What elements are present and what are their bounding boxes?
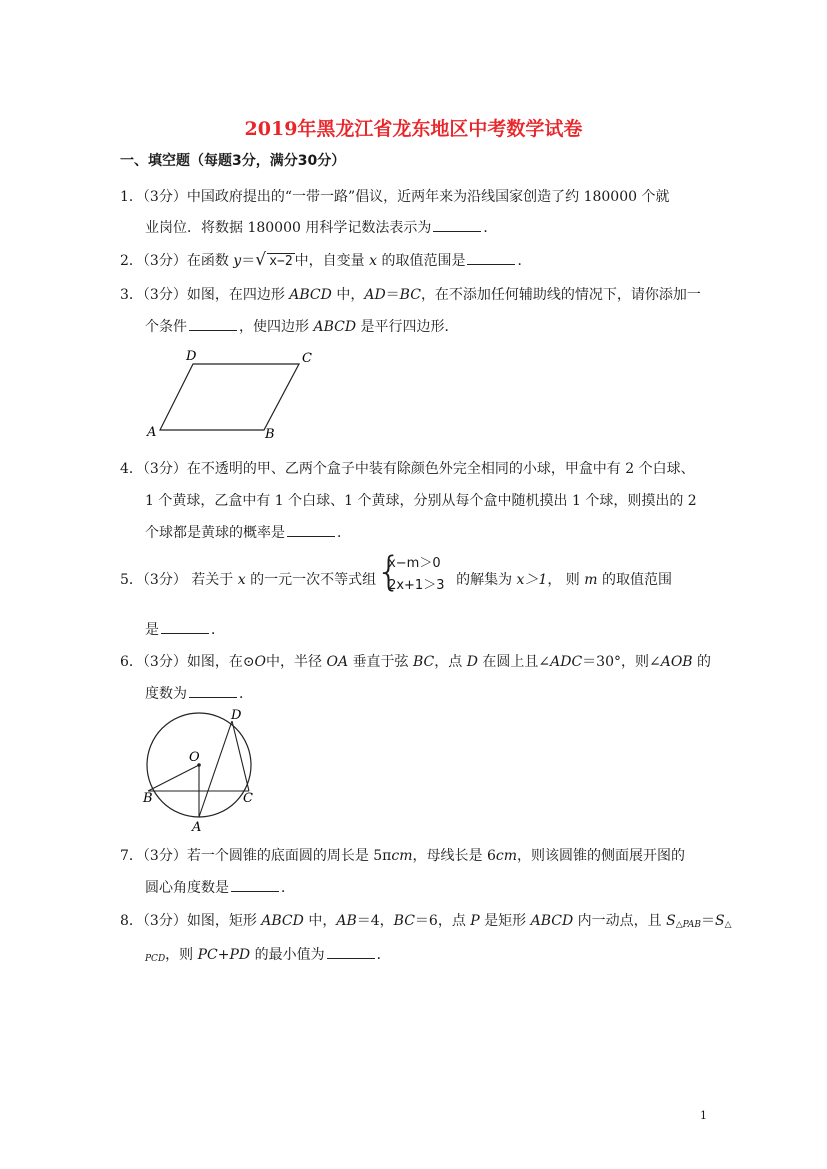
q8-sub1: △PAB xyxy=(675,920,701,930)
label-a: A xyxy=(147,425,157,440)
q5-end: ． xyxy=(211,622,225,638)
q3-text-a: 3．（3分）如图，在四边形 xyxy=(120,287,290,303)
q8-line1 xyxy=(120,910,732,930)
q8-end: ． xyxy=(376,947,391,963)
q3-text-f: 是平行四边形． xyxy=(356,319,459,335)
q5-after2: ， 则 xyxy=(547,572,585,588)
q4-line2: 1 个黄球，乙盒中有 1 个白球、1 个黄球，分别从每个盒中随机摸出 1 个球，则摸出的 2 xyxy=(145,493,697,509)
q7-cm-2: cm xyxy=(495,848,517,864)
q8-text-e: 是矩形 xyxy=(479,913,531,929)
label-d: D xyxy=(186,349,197,364)
q5-text: 是 xyxy=(145,622,159,638)
q5-answer-blank xyxy=(161,621,209,634)
q8-s: S xyxy=(666,913,676,929)
q8-sub2-a: △ xyxy=(724,920,732,930)
q6-text-e: 在圆上且∠ xyxy=(477,654,551,670)
q6-line2 xyxy=(145,683,253,703)
q1-line1: 1．（3分）中国政府提出的“一带一路”倡议，近两年来为沿线国家创造了约 180000 个就 xyxy=(120,189,670,205)
q4-end: ． xyxy=(337,525,351,541)
q8-text-f: 内一动点，且 xyxy=(573,913,667,929)
q5-prefix: 5．（3分） 若关于 xyxy=(120,572,238,588)
q3-text-b: 中， xyxy=(331,287,365,303)
q1-answer-blank xyxy=(433,219,481,232)
q8-line2 xyxy=(145,944,391,964)
q6-answer-blank xyxy=(189,685,237,698)
q7-line1 xyxy=(120,845,685,865)
q8-text-h: 的最小值为 xyxy=(250,947,325,963)
q2-end: ． xyxy=(517,253,532,269)
q6-adc: ADC xyxy=(550,654,583,670)
label-d: D xyxy=(231,708,242,723)
q2-radicand: x−2 xyxy=(269,254,293,269)
q3-bc: BC xyxy=(399,287,421,303)
q2-prefix: 2．（3分）在函数 xyxy=(120,253,234,269)
q2-sqrt xyxy=(255,250,294,270)
label-c: C xyxy=(302,351,312,366)
q7-answer-blank xyxy=(231,879,279,892)
q8-s-2: S xyxy=(714,913,725,929)
section-heading: 一、填空题（每题3分，满分30分） xyxy=(120,153,346,169)
q4-line3 xyxy=(145,522,351,542)
q5-line1 xyxy=(120,549,672,595)
q1-text: 业岗位．将数据 180000 用科学记数法表示为 xyxy=(145,220,432,236)
label-b: B xyxy=(265,427,275,442)
q6-text-g: 的 xyxy=(692,654,712,670)
q5-ineq1: x−m＞0 xyxy=(388,556,441,571)
q6-end: ． xyxy=(239,686,253,702)
q7-text-a: 7．（3分）若一个圆锥的底面圆的周长是 5π xyxy=(120,848,392,864)
q5-inequality-system xyxy=(376,549,456,595)
label-o: O xyxy=(189,750,200,765)
q8-text-b: 中， xyxy=(303,913,337,929)
label-a: A xyxy=(192,820,202,835)
q1-line2 xyxy=(145,217,497,237)
q3-text-e: ，使四边形 xyxy=(239,319,314,335)
q8-text-d: ＝6，点 xyxy=(414,913,471,929)
q6-oa: OA xyxy=(326,654,349,670)
q6-bc: BC xyxy=(412,654,435,670)
q5-after3: 的取值范围 xyxy=(597,572,672,588)
q6-line1 xyxy=(120,651,711,671)
q5-ineq2: 2x+1＞3 xyxy=(388,578,445,593)
q8-pcpd: PC+PD xyxy=(197,947,251,963)
q3-text-c: ，在不添加任何辅助线的情况下，请你添加一 xyxy=(420,287,701,303)
q3-parallelogram-figure xyxy=(140,344,330,444)
q8-ab: AB xyxy=(336,913,357,929)
page-title: 2019年黑龙江省龙东地区中考数学试卷 xyxy=(244,118,583,140)
q3-answer-blank xyxy=(189,318,237,331)
q7-text-b: ，母线长是 6 xyxy=(412,848,496,864)
q4-answer-blank xyxy=(287,524,335,537)
q7-cm: cm xyxy=(391,848,413,864)
q6-text-a: 6．（3分）如图，在⊙ xyxy=(120,654,255,670)
q2-line xyxy=(120,250,531,270)
q6-text-c: 垂直于弦 xyxy=(348,654,413,670)
q6-text-b: 中，半径 xyxy=(266,654,327,670)
q3-abcd-2: ABCD xyxy=(313,319,357,335)
q8-abcd: ABCD xyxy=(261,913,304,929)
q8-answer-blank xyxy=(327,946,375,959)
q8-text-a: 8．（3分）如图，矩形 xyxy=(120,913,262,929)
q5-var-m: m xyxy=(584,572,598,588)
parallelogram-shape xyxy=(160,364,299,430)
q3-eq: ＝ xyxy=(385,287,400,303)
q8-eq: ＝ xyxy=(700,913,715,929)
q7-end: ． xyxy=(281,880,295,896)
q3-text-d: 个条件 xyxy=(145,319,187,335)
q6-text-d: ，点 xyxy=(434,654,467,670)
q2-var-x: x xyxy=(369,253,378,269)
q6-text-f: ＝30°，则∠ xyxy=(582,654,661,670)
q6-o: O xyxy=(254,654,267,670)
q5-var-x: x xyxy=(237,572,246,588)
q5-after: 的解集为 xyxy=(456,572,517,588)
chord-dc xyxy=(232,721,249,791)
q3-line2 xyxy=(145,316,459,336)
q5-solution: x＞1 xyxy=(516,572,548,588)
q6-aob: AOB xyxy=(660,654,693,670)
page-number: 1 xyxy=(700,1109,707,1122)
q6-circle-figure xyxy=(138,706,268,836)
q4-text: 个球都是黄球的概率是 xyxy=(145,525,285,541)
q7-line2 xyxy=(145,877,295,897)
brace-icon: { xyxy=(376,549,402,595)
chord-ad xyxy=(199,721,232,817)
q6-d: D xyxy=(466,654,478,670)
q5-line2 xyxy=(145,619,225,639)
q2-suffix-b: 的取值范围是 xyxy=(377,253,466,269)
q8-sub2-b: PCD xyxy=(145,954,166,964)
q2-answer-blank xyxy=(467,252,515,265)
label-c: C xyxy=(243,791,253,806)
q6-text: 度数为 xyxy=(145,686,187,702)
q7-text-c: ，则该圆锥的侧面展开图的 xyxy=(516,848,685,864)
q4-line1: 4．（3分）在不透明的甲、乙两个盒子中装有除颜色外完全相同的小球，甲盒中有 2 个白球、 xyxy=(120,461,695,477)
q1-end: ． xyxy=(483,220,498,236)
q8-p: P xyxy=(470,913,480,929)
q8-abcd-2: ABCD xyxy=(530,913,574,929)
label-b: B xyxy=(143,791,153,806)
q3-abcd: ABCD xyxy=(289,287,332,303)
q2-eq: ＝ xyxy=(241,253,256,269)
q8-text-g: ，则 xyxy=(165,947,198,963)
q2-suffix-a: 中，自变量 xyxy=(294,253,370,269)
q5-mid: 的一元一次不等式组 xyxy=(245,572,377,588)
segment-ob xyxy=(148,765,199,791)
sqrt-sign-icon: √ xyxy=(255,250,267,270)
q3-line1 xyxy=(120,284,701,304)
q8-text-c: ＝4， xyxy=(356,913,394,929)
q7-text: 圆心角度数是 xyxy=(145,880,229,896)
q3-ad: AD xyxy=(364,287,386,303)
q2-var-y: y xyxy=(233,253,242,269)
q8-bc: BC xyxy=(393,913,415,929)
